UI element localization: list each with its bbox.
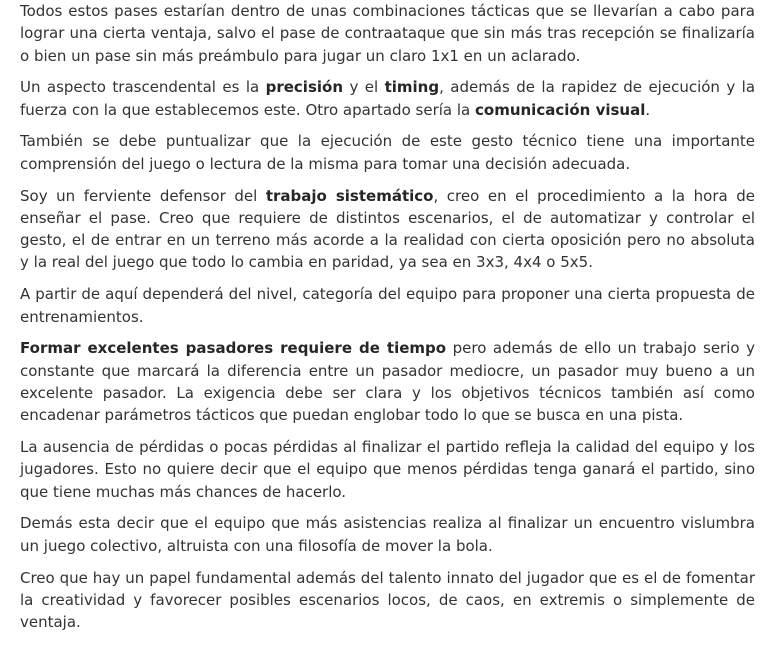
paragraph-comprension-juego [20,130,755,175]
bold-term-comunicacion-visual: comunicación visual [475,100,646,119]
paragraph-trabajo-sistematico [20,185,755,274]
paragraph-ausencia-perdidas [20,436,755,503]
paragraph-text: Demás esta decir que el equipo que más asistencias realiza al finalizar un encuentro vislumbra un juego colectivo, altruista con una filosofía de mover la bola. [20,514,755,555]
paragraph-text: Todos estos pases estarían dentro de unas combinaciones tácticas que se llevarían a cabo para lograr una cierta ventaja, salvo el pase de contraataque que sin más tras recepción se finalizaría o bien un pase sin más preámbulo para jugar un claro 1x1 en un aclarado. [20,2,755,65]
paragraph-text: Creo que hay un papel fundamental además del talento innato del jugador que es el de fomentar la creatividad y favorecer posibles escenarios locos, de caos, en extremis o simplemente de ventaja. [20,568,755,632]
paragraph-creatividad [20,567,755,634]
paragraph-text: . [645,100,651,119]
paragraph-text: La ausencia de pérdidas o pocas pérdidas al finalizar el partido refleja la calidad del equipo y los jugadores. Esto no quiere decir que el equipo que menos pérdidas tenga ganará el partido, sino que tiene muchas más chances de hacerlo. [20,438,755,501]
paragraph-text: También se debe puntualizar que la ejecución de este gesto técnico tiene una importante comprensión del juego o lectura de la misma para tomar una decisión adecuada. [20,132,755,173]
paragraph-nivel-categoria [20,283,755,328]
bold-term-precision: precisión [265,78,344,97]
bold-term-trabajo-sistematico: trabajo sistemático [265,186,434,205]
paragraph-text: pero además de ello un trabajo serio y constante que marcará la diferencia entre un pasador mediocre, un pasador muy bueno a un excelente pasador. La exigencia debe ser clara y los objetivos técnicos también así como encadenar parámetros tácticos que puedan englobar todo lo que se busca en una pista. [20,339,755,425]
paragraph-precision-timing [20,76,755,121]
paragraph-text: , creo en el procedimiento a la hora de enseñar el pase. Creo que requiere de distintos escenarios, el de automatizar y controlar el gesto, el de entrar en un terreno más acorde a la realidad con cierta oposición pero no absoluta y la real del juego que todo lo cambia en paridad, ya sea en 3x3, 4x4 o 5x5. [20,186,756,272]
paragraph-text: Un aspecto trascendental es la [20,78,266,97]
paragraph-formar-pasadores [20,337,755,426]
bold-term-timing: timing [384,78,440,97]
paragraph-text: y el [343,78,385,97]
paragraph-text: Soy un ferviente defensor del [20,186,266,205]
article-body [20,0,755,643]
paragraph-text: A partir de aquí dependerá del nivel, categoría del equipo para proponer una cierta propuesta de entrenamientos. [20,285,755,326]
bold-term-formar-pasadores: Formar excelentes pasadores requiere de tiempo [20,339,447,358]
paragraph-combinaciones-tacticas [20,0,755,67]
paragraph-text: , además de la rapidez de ejecución y la fuerza con la que establecemos este. Otro apartado sería la [20,78,756,119]
paragraph-asistencias [20,512,755,557]
